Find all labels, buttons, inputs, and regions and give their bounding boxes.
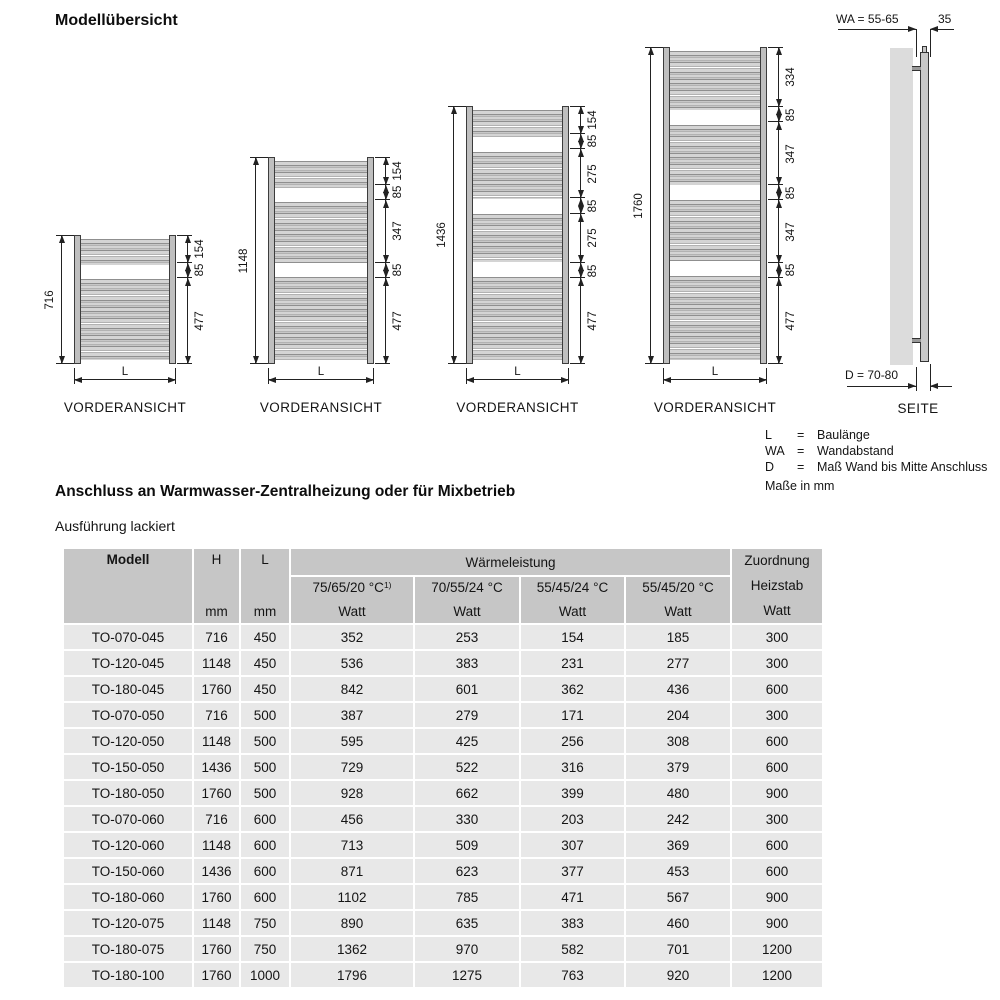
value-cell: 362 bbox=[521, 677, 624, 701]
value-cell: 1102 bbox=[291, 885, 413, 909]
arrow-up-icon bbox=[776, 122, 782, 130]
temp-label: 55/45/24 °C bbox=[536, 580, 609, 595]
value-cell: 471 bbox=[521, 885, 624, 909]
radiator-side-bar-left bbox=[663, 47, 670, 364]
tube-gap bbox=[81, 265, 169, 279]
header-zuordnung-line1: Zuordnung bbox=[744, 553, 810, 568]
length-dimension-line bbox=[268, 379, 374, 380]
segment-dimension-label: 85 bbox=[392, 186, 404, 199]
header-h-unit: mm bbox=[205, 604, 228, 619]
radiator-front-view bbox=[466, 106, 569, 364]
header-zuordnung-line3: Watt bbox=[763, 603, 791, 618]
dimension-tick bbox=[768, 363, 783, 364]
length-dimension-line bbox=[74, 379, 176, 380]
legend-description: Baulänge bbox=[817, 428, 870, 442]
tube-gap bbox=[275, 263, 367, 278]
model-cell: TO-070-050 bbox=[64, 703, 192, 727]
tube-group bbox=[473, 110, 562, 137]
value-cell: 600 bbox=[732, 729, 822, 753]
watt-unit-label: Watt bbox=[338, 604, 366, 619]
side-view-radiator-profile bbox=[920, 52, 929, 362]
page-title: Modellübersicht bbox=[55, 12, 178, 29]
tube-group bbox=[670, 200, 760, 261]
value-cell: 713 bbox=[291, 833, 413, 857]
segment-dimension-label: 477 bbox=[587, 311, 599, 331]
side-view-bracket-top bbox=[912, 66, 921, 71]
value-cell: 890 bbox=[291, 911, 413, 935]
value-cell: 277 bbox=[626, 651, 730, 675]
value-cell: 600 bbox=[241, 885, 289, 909]
value-cell: 716 bbox=[194, 807, 239, 831]
height-dimension-label: 716 bbox=[44, 289, 56, 310]
value-cell: 1148 bbox=[194, 911, 239, 935]
header-temp-column bbox=[291, 577, 413, 623]
value-cell: 307 bbox=[521, 833, 624, 857]
model-cell: TO-180-045 bbox=[64, 677, 192, 701]
value-cell: 522 bbox=[415, 755, 519, 779]
header-zuordnung-line2: Heizstab bbox=[750, 578, 804, 593]
value-cell: 842 bbox=[291, 677, 413, 701]
segment-dimension-label: 334 bbox=[785, 67, 797, 87]
arrow-up-icon bbox=[776, 278, 782, 286]
front-view-caption: VORDERANSICHT bbox=[456, 400, 579, 415]
value-cell: 436 bbox=[626, 677, 730, 701]
segment-dimension-label: 347 bbox=[785, 144, 797, 164]
tube-gap bbox=[275, 188, 367, 203]
model-cell: TO-180-100 bbox=[64, 963, 192, 987]
arrow-down-icon bbox=[253, 356, 259, 364]
arrow-up-icon bbox=[383, 278, 389, 286]
dimension-legend bbox=[765, 427, 987, 494]
front-view-caption: VORDERANSICHT bbox=[259, 400, 383, 415]
units-note: Maße in mm bbox=[765, 479, 835, 493]
height-dimension-label: 1760 bbox=[633, 192, 645, 219]
value-cell: 308 bbox=[626, 729, 730, 753]
value-cell: 1760 bbox=[194, 781, 239, 805]
radiator-side-bar-left bbox=[74, 235, 81, 364]
value-cell: 785 bbox=[415, 885, 519, 909]
radiator-side-bar-right bbox=[169, 235, 176, 364]
arrow-up-icon bbox=[383, 157, 389, 165]
value-cell: 450 bbox=[241, 677, 289, 701]
value-cell: 600 bbox=[732, 833, 822, 857]
legend-key: L bbox=[765, 428, 772, 442]
value-cell: 204 bbox=[626, 703, 730, 727]
profile-depth-dimension-label: 35 bbox=[938, 12, 952, 26]
table-row bbox=[64, 755, 822, 779]
tube-group bbox=[275, 161, 367, 188]
model-cell: TO-120-060 bbox=[64, 833, 192, 857]
value-cell: 300 bbox=[732, 807, 822, 831]
length-dimension-line bbox=[663, 379, 767, 380]
radiator-side-bar-right bbox=[760, 47, 767, 364]
radiator-tube-column bbox=[81, 239, 169, 360]
height-dimension-line bbox=[255, 157, 256, 364]
value-cell: 701 bbox=[626, 937, 730, 961]
legend-equals: = bbox=[797, 460, 805, 474]
front-view-caption: VORDERANSICHT bbox=[653, 400, 777, 415]
arrow-right-icon bbox=[908, 383, 916, 389]
value-cell: 1148 bbox=[194, 729, 239, 753]
value-cell: 1760 bbox=[194, 937, 239, 961]
header-modell bbox=[64, 549, 192, 623]
segment-dimension-label: 85 bbox=[392, 263, 404, 277]
segment-dimension-label: 347 bbox=[392, 221, 404, 241]
header-length bbox=[241, 549, 289, 623]
value-cell: 623 bbox=[415, 859, 519, 883]
value-cell: 399 bbox=[521, 781, 624, 805]
finish-note: Ausführung lackiert bbox=[55, 518, 175, 534]
value-cell: 928 bbox=[291, 781, 413, 805]
arrow-up-icon bbox=[383, 200, 389, 208]
segment-dimension-label: 85 bbox=[587, 134, 599, 148]
arrow-up-icon bbox=[253, 157, 259, 165]
segment-dimension-label: 85 bbox=[587, 264, 599, 278]
value-cell: 456 bbox=[291, 807, 413, 831]
side-view-vent-cap bbox=[922, 46, 927, 53]
segment-dimension-label: 85 bbox=[785, 108, 797, 122]
arrow-up-icon bbox=[185, 235, 191, 243]
tube-group bbox=[473, 152, 562, 200]
header-l-unit: mm bbox=[253, 604, 277, 619]
segment-dimension-label: 85 bbox=[785, 186, 797, 200]
value-cell: 536 bbox=[291, 651, 413, 675]
value-cell: 171 bbox=[521, 703, 624, 727]
header-zuordnung bbox=[732, 549, 822, 623]
header-waermeleistung: Wärmeleistung bbox=[291, 549, 730, 575]
radiator-tube-column bbox=[275, 161, 367, 360]
legend-equals: = bbox=[797, 444, 805, 458]
side-view-wall bbox=[890, 48, 913, 365]
arrow-up-icon bbox=[578, 106, 584, 114]
wall-distance-dimension-label: WA = 55-65 bbox=[836, 12, 899, 26]
extension-line bbox=[930, 29, 931, 57]
temp-label: 70/55/24 °C bbox=[431, 580, 503, 595]
temp-label: 55/45/20 °C bbox=[642, 580, 714, 595]
table-row bbox=[64, 937, 822, 961]
watt-unit-label: Watt bbox=[453, 604, 481, 619]
header-l-label: L bbox=[261, 552, 269, 567]
header-temp-column bbox=[521, 577, 624, 623]
table-row bbox=[64, 651, 822, 675]
tube-group bbox=[275, 202, 367, 262]
value-cell: 1760 bbox=[194, 963, 239, 987]
tube-gap bbox=[670, 110, 760, 125]
value-cell: 231 bbox=[521, 651, 624, 675]
table-row bbox=[64, 859, 822, 883]
specification-table-wrap bbox=[62, 547, 824, 989]
value-cell: 1200 bbox=[732, 937, 822, 961]
tube-gap bbox=[670, 185, 760, 200]
value-cell: 1000 bbox=[241, 963, 289, 987]
value-cell: 509 bbox=[415, 833, 519, 857]
value-cell: 900 bbox=[732, 911, 822, 935]
height-dimension-label: 1436 bbox=[436, 222, 448, 248]
value-cell: 600 bbox=[732, 755, 822, 779]
value-cell: 383 bbox=[521, 911, 624, 935]
value-cell: 379 bbox=[626, 755, 730, 779]
arrow-down-icon bbox=[451, 356, 457, 364]
header-modell-label: Modell bbox=[106, 552, 150, 567]
height-dimension-label: 1148 bbox=[238, 248, 250, 273]
tube-gap bbox=[473, 137, 562, 152]
length-dimension-label: L bbox=[121, 366, 129, 378]
model-cell: TO-120-050 bbox=[64, 729, 192, 753]
value-cell: 1436 bbox=[194, 755, 239, 779]
arrow-right-icon bbox=[908, 26, 916, 32]
value-cell: 154 bbox=[521, 625, 624, 649]
specification-table bbox=[62, 547, 824, 989]
segment-dimension-label: 477 bbox=[785, 311, 797, 331]
section-heading: Anschluss an Warmwasser-Zentralheizung oder für Mixbetrieb bbox=[55, 483, 516, 500]
value-cell: 425 bbox=[415, 729, 519, 753]
value-cell: 300 bbox=[732, 625, 822, 649]
tube-group bbox=[81, 279, 169, 360]
length-dimension-line bbox=[466, 379, 569, 380]
model-cell: TO-150-050 bbox=[64, 755, 192, 779]
table-row bbox=[64, 703, 822, 727]
value-cell: 920 bbox=[626, 963, 730, 987]
radiator-tube-column bbox=[670, 51, 760, 360]
value-cell: 1760 bbox=[194, 885, 239, 909]
legend-equals: = bbox=[797, 428, 805, 442]
value-cell: 1148 bbox=[194, 833, 239, 857]
tube-group bbox=[473, 214, 562, 262]
watt-unit-label: Watt bbox=[664, 604, 692, 619]
radiator-front-view bbox=[268, 157, 374, 364]
table-row bbox=[64, 807, 822, 831]
value-cell: 460 bbox=[626, 911, 730, 935]
value-cell: 279 bbox=[415, 703, 519, 727]
value-cell: 900 bbox=[732, 781, 822, 805]
value-cell: 729 bbox=[291, 755, 413, 779]
arrow-up-icon bbox=[578, 149, 584, 157]
value-cell: 970 bbox=[415, 937, 519, 961]
height-dimension-line bbox=[61, 235, 62, 364]
tube-group bbox=[670, 51, 760, 110]
value-cell: 1436 bbox=[194, 859, 239, 883]
dimension-tick bbox=[570, 363, 585, 364]
height-dimension-line bbox=[453, 106, 454, 364]
radiator-tube-column bbox=[473, 110, 562, 360]
tube-group bbox=[81, 239, 169, 265]
side-view-bracket-bottom bbox=[912, 338, 921, 343]
value-cell: 662 bbox=[415, 781, 519, 805]
value-cell: 253 bbox=[415, 625, 519, 649]
legend-row bbox=[765, 443, 987, 459]
wall-distance-dimension-line bbox=[838, 29, 916, 30]
header-temp-column bbox=[415, 577, 519, 623]
table-row bbox=[64, 963, 822, 987]
header-temp-column bbox=[626, 577, 730, 623]
value-cell: 453 bbox=[626, 859, 730, 883]
value-cell: 256 bbox=[521, 729, 624, 753]
arrow-up-icon bbox=[776, 47, 782, 55]
value-cell: 600 bbox=[241, 833, 289, 857]
value-cell: 750 bbox=[241, 937, 289, 961]
model-cell: TO-120-075 bbox=[64, 911, 192, 935]
value-cell: 383 bbox=[415, 651, 519, 675]
tube-gap bbox=[670, 261, 760, 276]
extension-line bbox=[916, 367, 917, 391]
arrow-down-icon bbox=[59, 356, 65, 364]
radiator-side-bar-left bbox=[466, 106, 473, 364]
model-cell: TO-180-075 bbox=[64, 937, 192, 961]
value-cell: 871 bbox=[291, 859, 413, 883]
tube-gap bbox=[473, 199, 562, 214]
dimension-tick bbox=[375, 363, 390, 364]
height-dimension-line bbox=[650, 47, 651, 364]
segment-dimension-label: 477 bbox=[194, 311, 206, 331]
table-row bbox=[64, 781, 822, 805]
length-dimension-label: L bbox=[514, 366, 521, 378]
value-cell: 600 bbox=[732, 677, 822, 701]
value-cell: 369 bbox=[626, 833, 730, 857]
arrow-up-icon bbox=[648, 47, 654, 55]
value-cell: 450 bbox=[241, 651, 289, 675]
arrow-up-icon bbox=[776, 200, 782, 208]
value-cell: 1796 bbox=[291, 963, 413, 987]
legend-description: Wandabstand bbox=[817, 444, 894, 458]
value-cell: 600 bbox=[732, 859, 822, 883]
value-cell: 500 bbox=[241, 755, 289, 779]
segment-dimension-label: 85 bbox=[194, 264, 206, 277]
value-cell: 1760 bbox=[194, 677, 239, 701]
radiator-side-bar-right bbox=[367, 157, 374, 364]
temp-label: 75/65/20 $^\circ C^{1)}$ bbox=[312, 580, 392, 595]
segment-dimension-label: 477 bbox=[392, 311, 404, 331]
legend-key: WA bbox=[765, 444, 785, 458]
watt-unit-label: Watt bbox=[558, 604, 587, 619]
connection-dimension-label: D = 70-80 bbox=[845, 368, 899, 382]
table-row bbox=[64, 729, 822, 753]
arrow-up-icon bbox=[59, 235, 65, 243]
radiator-front-view bbox=[74, 235, 176, 364]
arrow-up-icon bbox=[578, 278, 584, 286]
legend-row bbox=[765, 427, 987, 443]
extension-line bbox=[916, 29, 917, 57]
segment-dimension-label: 154 bbox=[194, 239, 206, 259]
model-cell: TO-070-060 bbox=[64, 807, 192, 831]
value-cell: 1148 bbox=[194, 651, 239, 675]
value-cell: 1362 bbox=[291, 937, 413, 961]
model-cell: TO-150-060 bbox=[64, 859, 192, 883]
arrow-left-icon bbox=[930, 26, 938, 32]
table-row bbox=[64, 677, 822, 701]
front-view-caption: VORDERANSICHT bbox=[63, 400, 187, 415]
value-cell: 600 bbox=[241, 807, 289, 831]
header-height bbox=[194, 549, 239, 623]
radiator-front-view bbox=[663, 47, 767, 364]
segment-dimension-label: 85 bbox=[587, 199, 599, 213]
legend-key: D bbox=[765, 460, 775, 474]
value-cell: 387 bbox=[291, 703, 413, 727]
table-row bbox=[64, 833, 822, 857]
model-cell: TO-120-045 bbox=[64, 651, 192, 675]
model-cell: TO-070-045 bbox=[64, 625, 192, 649]
radiator-side-bar-right bbox=[562, 106, 569, 364]
model-cell: TO-180-050 bbox=[64, 781, 192, 805]
value-cell: 330 bbox=[415, 807, 519, 831]
segment-dimension-label: 347 bbox=[785, 221, 797, 242]
value-cell: 300 bbox=[732, 651, 822, 675]
legend-description: Maß Wand bis Mitte Anschluss bbox=[817, 460, 988, 474]
table-row bbox=[64, 911, 822, 935]
segment-dimension-label: 275 bbox=[587, 228, 599, 248]
length-dimension-label: L bbox=[317, 366, 325, 378]
segment-dimension-label: 154 bbox=[392, 161, 404, 181]
value-cell: 352 bbox=[291, 625, 413, 649]
model-cell: TO-180-060 bbox=[64, 885, 192, 909]
value-cell: 500 bbox=[241, 781, 289, 805]
value-cell: 1200 bbox=[732, 963, 822, 987]
value-cell: 567 bbox=[626, 885, 730, 909]
arrow-up-icon bbox=[185, 278, 191, 286]
value-cell: 763 bbox=[521, 963, 624, 987]
arrow-up-icon bbox=[578, 214, 584, 222]
connection-dimension-line bbox=[847, 386, 916, 387]
value-cell: 242 bbox=[626, 807, 730, 831]
value-cell: 601 bbox=[415, 677, 519, 701]
arrow-up-icon bbox=[451, 106, 457, 114]
value-cell: 300 bbox=[732, 703, 822, 727]
value-cell: 500 bbox=[241, 729, 289, 753]
tube-gap bbox=[473, 262, 562, 277]
value-cell: 635 bbox=[415, 911, 519, 935]
arrow-down-icon bbox=[648, 356, 654, 364]
value-cell: 600 bbox=[241, 859, 289, 883]
value-cell: 582 bbox=[521, 937, 624, 961]
segment-dimension-label: 275 bbox=[587, 164, 599, 184]
radiator-side-bar-left bbox=[268, 157, 275, 364]
header-h-label: H bbox=[211, 552, 222, 567]
value-cell: 500 bbox=[241, 703, 289, 727]
length-dimension-label: L bbox=[711, 366, 719, 378]
value-cell: 716 bbox=[194, 703, 239, 727]
side-view-caption: SEITE bbox=[897, 401, 939, 416]
footnote-marker: 1) bbox=[383, 580, 392, 590]
value-cell: 450 bbox=[241, 625, 289, 649]
value-cell: 316 bbox=[521, 755, 624, 779]
tube-group bbox=[473, 277, 562, 360]
segment-dimension-label: 85 bbox=[785, 264, 797, 277]
value-cell: 377 bbox=[521, 859, 624, 883]
dimension-tick bbox=[177, 363, 192, 364]
value-cell: 185 bbox=[626, 625, 730, 649]
value-cell: 595 bbox=[291, 729, 413, 753]
table-row bbox=[64, 885, 822, 909]
tube-group bbox=[670, 276, 760, 360]
arrow-left-icon bbox=[930, 383, 938, 389]
value-cell: 716 bbox=[194, 625, 239, 649]
value-cell: 480 bbox=[626, 781, 730, 805]
table-row bbox=[64, 625, 822, 649]
value-cell: 900 bbox=[732, 885, 822, 909]
tube-group bbox=[275, 277, 367, 360]
value-cell: 750 bbox=[241, 911, 289, 935]
value-cell: 203 bbox=[521, 807, 624, 831]
value-cell: 1275 bbox=[415, 963, 519, 987]
tube-group bbox=[670, 125, 760, 186]
segment-dimension-label: 154 bbox=[587, 110, 599, 130]
legend-row bbox=[765, 459, 987, 475]
